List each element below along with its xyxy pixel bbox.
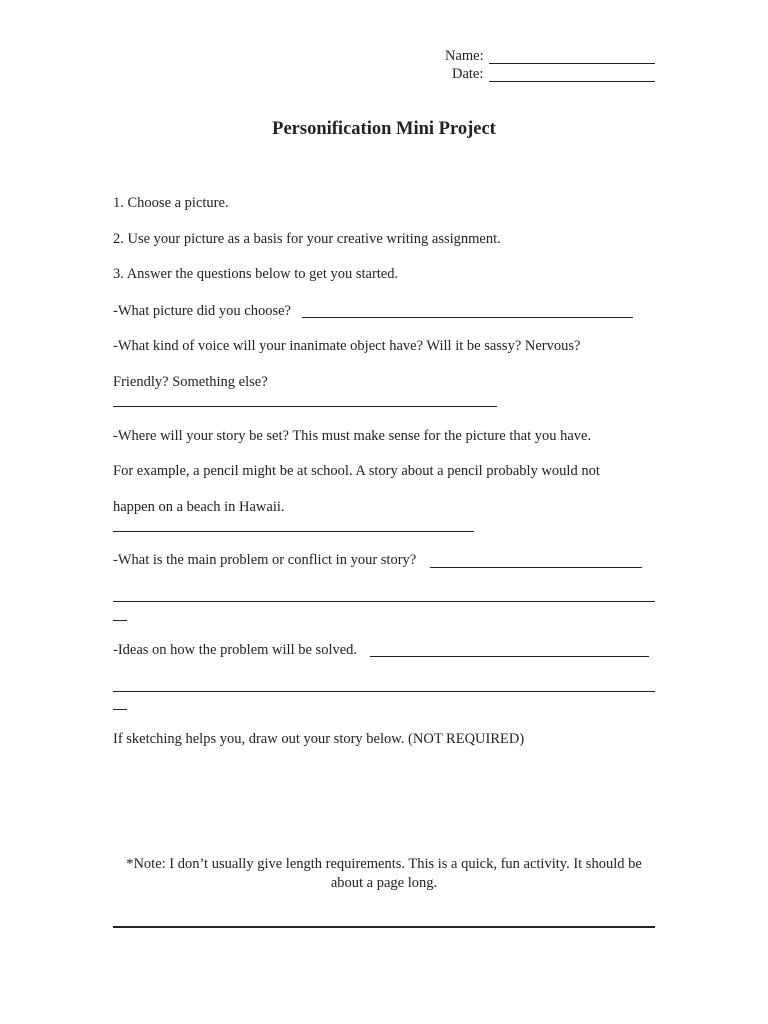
answer-blank-solution-inline[interactable] [370,656,649,657]
page-title: Personification Mini Project [272,119,496,139]
answer-blank-setting[interactable] [113,531,474,532]
bottom-divider [113,926,655,928]
answer-blank-solution-line[interactable] [113,691,655,692]
answer-blank-voice[interactable] [113,406,497,407]
question-setting-line3: happen on a beach in Hawaii. [113,499,285,515]
question-picture: -What picture did you choose? [113,303,291,319]
step-3: 3. Answer the questions below to get you started. [113,266,399,282]
question-voice-line1: -What kind of voice will your inanimate object have? Will it be sassy? Nervous? [113,338,581,354]
question-problem: -What is the main problem or conflict in your story? [113,552,417,568]
question-solution: -Ideas on how the problem will be solved. [113,642,358,658]
answer-blank-problem-line[interactable] [113,601,655,602]
answer-blank-solution-tail[interactable] [113,709,127,710]
answer-blank-picture[interactable] [302,317,633,318]
sketch-prompt: If sketching helps you, draw out your story below. (NOT REQUIRED) [113,731,525,747]
answer-blank-problem-tail[interactable] [113,620,127,621]
step-2: 2. Use your picture as a basis for your creative writing assignment. [113,231,501,247]
answer-blank-problem-inline[interactable] [430,567,642,568]
length-note [110,855,658,893]
step-1: 1. Choose a picture. [113,195,229,211]
question-setting-line1: -Where will your story be set? This must make sense for the picture that you have. [113,428,592,444]
date-blank[interactable] [489,81,655,82]
question-voice-line2: Friendly? Something else? [113,374,268,390]
length-note-line2: about a page long. [330,875,438,891]
question-setting-line2: For example, a pencil might be at school. A story about a pencil probably would not [113,463,600,479]
name-label: Name: [445,48,484,64]
date-label: Date: [452,66,484,82]
name-blank[interactable] [489,63,655,64]
length-note-line1: *Note: I don’t usually give length requirements. This is a quick, fun activity. It should be [126,856,642,872]
